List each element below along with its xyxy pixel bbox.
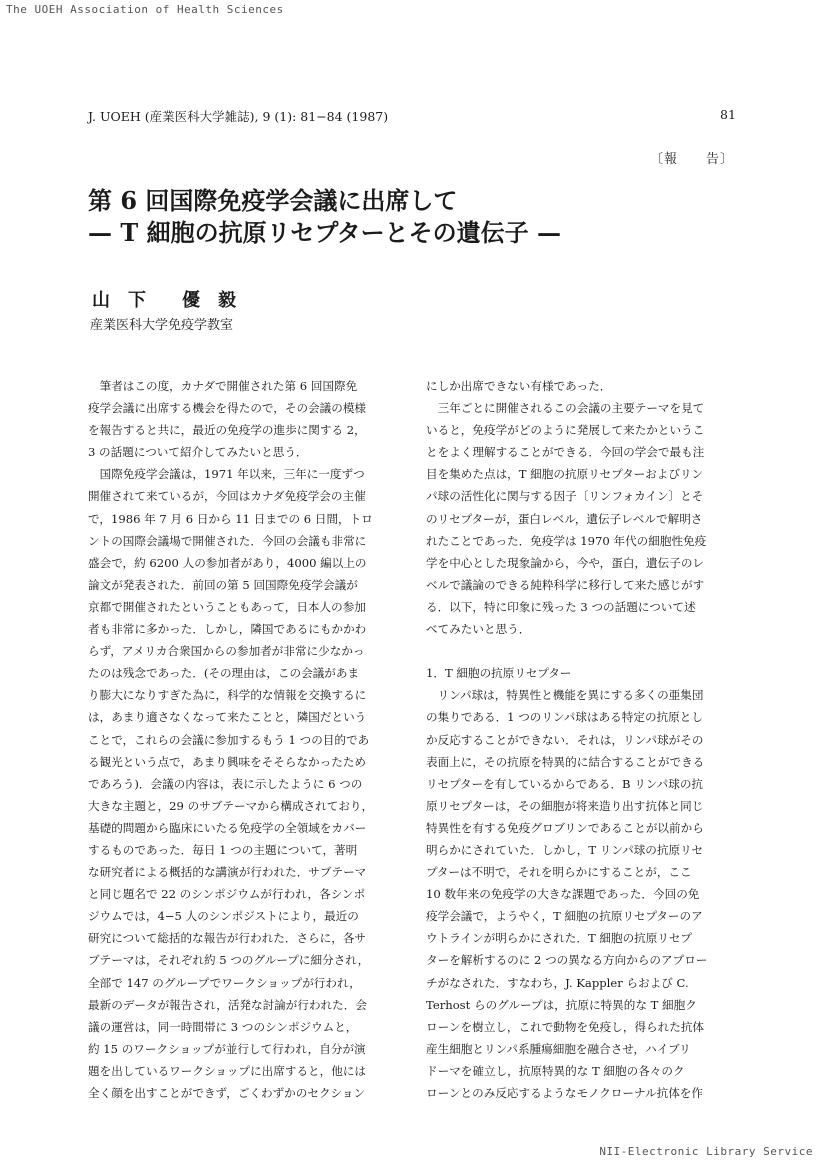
text-line: たのは残念であった．(その理由は，この会議があま — [88, 666, 360, 681]
text-line: 最新のデータが報告され，活発な討論が行われた．会 — [88, 997, 367, 1012]
text-line: 題を出しているワークショップに出席すると，他には — [88, 1063, 367, 1078]
text-line: 疫学会議で，ようやく，T 細胞の抗原リセプターのア — [426, 909, 703, 924]
text-line: 3 の話題について紹介してみたいと思う． — [88, 445, 308, 460]
text-line: 京都で開催されたということもあって，日本人の参加 — [88, 599, 366, 614]
text-line: するものであった．毎日 1 つの主題について，著明 — [88, 842, 358, 857]
text-line: ジウムでは，4−5 人のシンポジストにより，最近の — [88, 909, 359, 924]
text-line: プターは不明で，それを明らかにすることが，ここ — [426, 865, 692, 880]
author-name: 山 下 優 毅 — [92, 290, 236, 311]
text-line: を報告すると共に，最近の免疫学の進歩に関する 2， — [88, 423, 366, 438]
text-line: る観光という点で，あまり興味をそそらなかったため — [88, 754, 367, 769]
author-affiliation: 産業医科大学免疫学教室 — [90, 318, 234, 333]
text-line: ベルで議論のできる純粋科学に移行して来た感じがす — [426, 577, 705, 592]
footer-banner: NII-Electronic Library Service — [599, 1145, 813, 1158]
text-line: 1．T 細胞の抗原リセプター — [426, 666, 572, 681]
text-line: にしか出席できない有様であった． — [426, 379, 612, 393]
text-line: 表面上に，その抗原を特異的に結合することができる — [426, 754, 705, 769]
text-line: らず，アメリカ合衆国からの参加者が非常に少なかっ — [88, 644, 365, 659]
text-line: 10 数年来の免疫学の大きな課題であった．今回の免 — [426, 887, 700, 902]
text-line: る．以下，特に印象に残った 3 つの話題について述 — [426, 599, 696, 614]
journal-reference: J. UOEH (産業医科大学雑誌), 9 (1): 81−84 (1987) — [88, 109, 389, 124]
text-line: 研究について総括的な報告が行われた．さらに，各サ — [88, 931, 367, 946]
text-line: リセプターを有しているからである．B リンパ球の抗 — [426, 776, 704, 791]
text-line: 大きな主題と，29 のサブテーマから構成されており， — [88, 798, 374, 813]
text-line: ブテーマは，それぞれ約 5 つのグループに細分され， — [88, 953, 370, 968]
text-line: ターを解析するのに 2 つの異なる方向からのアプロー — [426, 953, 708, 968]
text-line: な研究者による概括的な講演が行われた．サブテーマ — [88, 865, 367, 880]
text-line: か反応することができない．それは，リンパ球がその — [426, 732, 704, 747]
text-line: 者も非常に多かった．しかし，隣国であるにもかかわ — [88, 622, 367, 637]
text-line: の集りである．1 つのリンパ球はある特定の抗原とし — [426, 710, 703, 725]
text-line: 筆者はこの度，カナダで開催された第 6 回国際免 — [88, 379, 358, 393]
text-line: パ球の活性化に関与する因子〔リンフォカイン〕とそ — [426, 489, 704, 504]
text-line: り膨大になりすぎた為に，科学的な情報を交換するに — [88, 688, 367, 703]
text-line: 明らかにされていた．しかし，T リンパ球の抗原リセ — [426, 842, 704, 857]
text-line: Terhost らのグループは，抗原に特異的な T 細胞ク — [426, 997, 697, 1012]
text-line: 目を集めた点は，T 細胞の抗原リセプターおよびリン — [426, 467, 704, 482]
text-line: 論文が発表された．前回の第 5 回国際免疫学会議が — [88, 577, 358, 592]
text-line: 基礎的問題から臨床にいたる免疫学の全領域をカバー — [88, 820, 367, 835]
text-line: チがなされた．すなわち，J. Kappler らおよび C. — [426, 975, 689, 990]
text-line: であろう)．会議の内容は，表に示したように 6 つの — [88, 776, 363, 791]
text-line: 特異性を有する免疫グロブリンであることが以前から — [426, 820, 704, 835]
text-line: 原リセプターは，その細胞が将来造り出す抗体と同じ — [426, 798, 704, 813]
text-line: 約 15 のワークショップが並行して行われ，自分が演 — [88, 1041, 366, 1056]
text-line: ことで，これらの会議に参加するもう 1 つの目的であ — [88, 732, 370, 747]
text-line: 学を中心とした現象論から，今や，蛋白，遺伝子のレ — [426, 555, 705, 570]
text-line: 開催されて来ているが，今回はカナダ免疫学会の主催 — [88, 489, 366, 504]
text-line: ントの国際会議場で開催された．今回の会議も非常に — [88, 533, 367, 548]
text-line: ウトラインが明らかにされた．T 細胞の抗原リセプ — [426, 931, 693, 946]
text-line: 議の運営は，同一時間帯に 3 つのシンポジウムと， — [88, 1019, 358, 1034]
text-line: れたことであった．免疫学は 1970 年代の細胞性免疫 — [426, 533, 707, 548]
source-banner: The UOEH Association of Health Sciences — [6, 3, 284, 16]
text-line: ローンを樹立し，これで動物を免疫し，得られた抗体 — [426, 1019, 705, 1034]
text-line: 全部で 147 のグループでワークショップが行われ， — [88, 975, 361, 990]
text-line: とをよく理解することができる．今回の学会で最も注 — [426, 445, 705, 460]
text-line: リンパ球は，特異性と機能を異にする多くの亜集団 — [426, 688, 704, 703]
article-title: 第 6 回国際免疫学会議に出席して — [88, 186, 458, 215]
text-line: 国際免疫学会議は，1971 年以来，三年に一度ずつ — [88, 467, 365, 482]
text-line: いると，免疫学がどのように発展して来たかというこ — [426, 423, 705, 438]
article-type-label: 〔報 告〕 — [650, 152, 735, 167]
text-line: と同じ題名で 22 のシンポジウムが行われ，各シンポ — [88, 887, 366, 902]
text-line: ローンとのみ反応するようなモノクローナル抗体を作 — [426, 1086, 703, 1100]
body-column-right — [426, 375, 738, 1104]
text-line: 三年ごとに開催されるこの会議の主要テーマを見て — [426, 401, 705, 416]
text-line: は，あまり適さなくなって来たことと，隣国だという — [88, 710, 367, 725]
text-line: のリセプターが，蛋白レベル，遺伝子レベルで解明さ — [426, 511, 703, 526]
page-number: 81 — [720, 107, 736, 122]
article-subtitle: — T 細胞の抗原リセプターとその遺伝子 — — [88, 218, 562, 247]
text-line: べてみたいと思う． — [426, 622, 531, 637]
body-column-left — [88, 375, 400, 1104]
text-line: 盛会で，約 6200 人の参加者があり，4000 編以上の — [88, 555, 367, 570]
text-line: ドーマを確立し，抗原特異的な T 細胞の各々のク — [426, 1063, 685, 1078]
text-line — [426, 640, 738, 662]
text-line: 産生細胞とリンパ系腫瘍細胞を融合させ，ハイブリ — [426, 1041, 691, 1056]
text-line: 全く顔を出すことができず，ごくわずかのセクション — [88, 1086, 366, 1100]
text-line: で，1986 年 7 月 6 日から 11 日までの 6 日間，トロ — [88, 511, 373, 526]
text-line: 疫学会議に出席する機会を得たので，その会議の模様 — [88, 401, 367, 416]
